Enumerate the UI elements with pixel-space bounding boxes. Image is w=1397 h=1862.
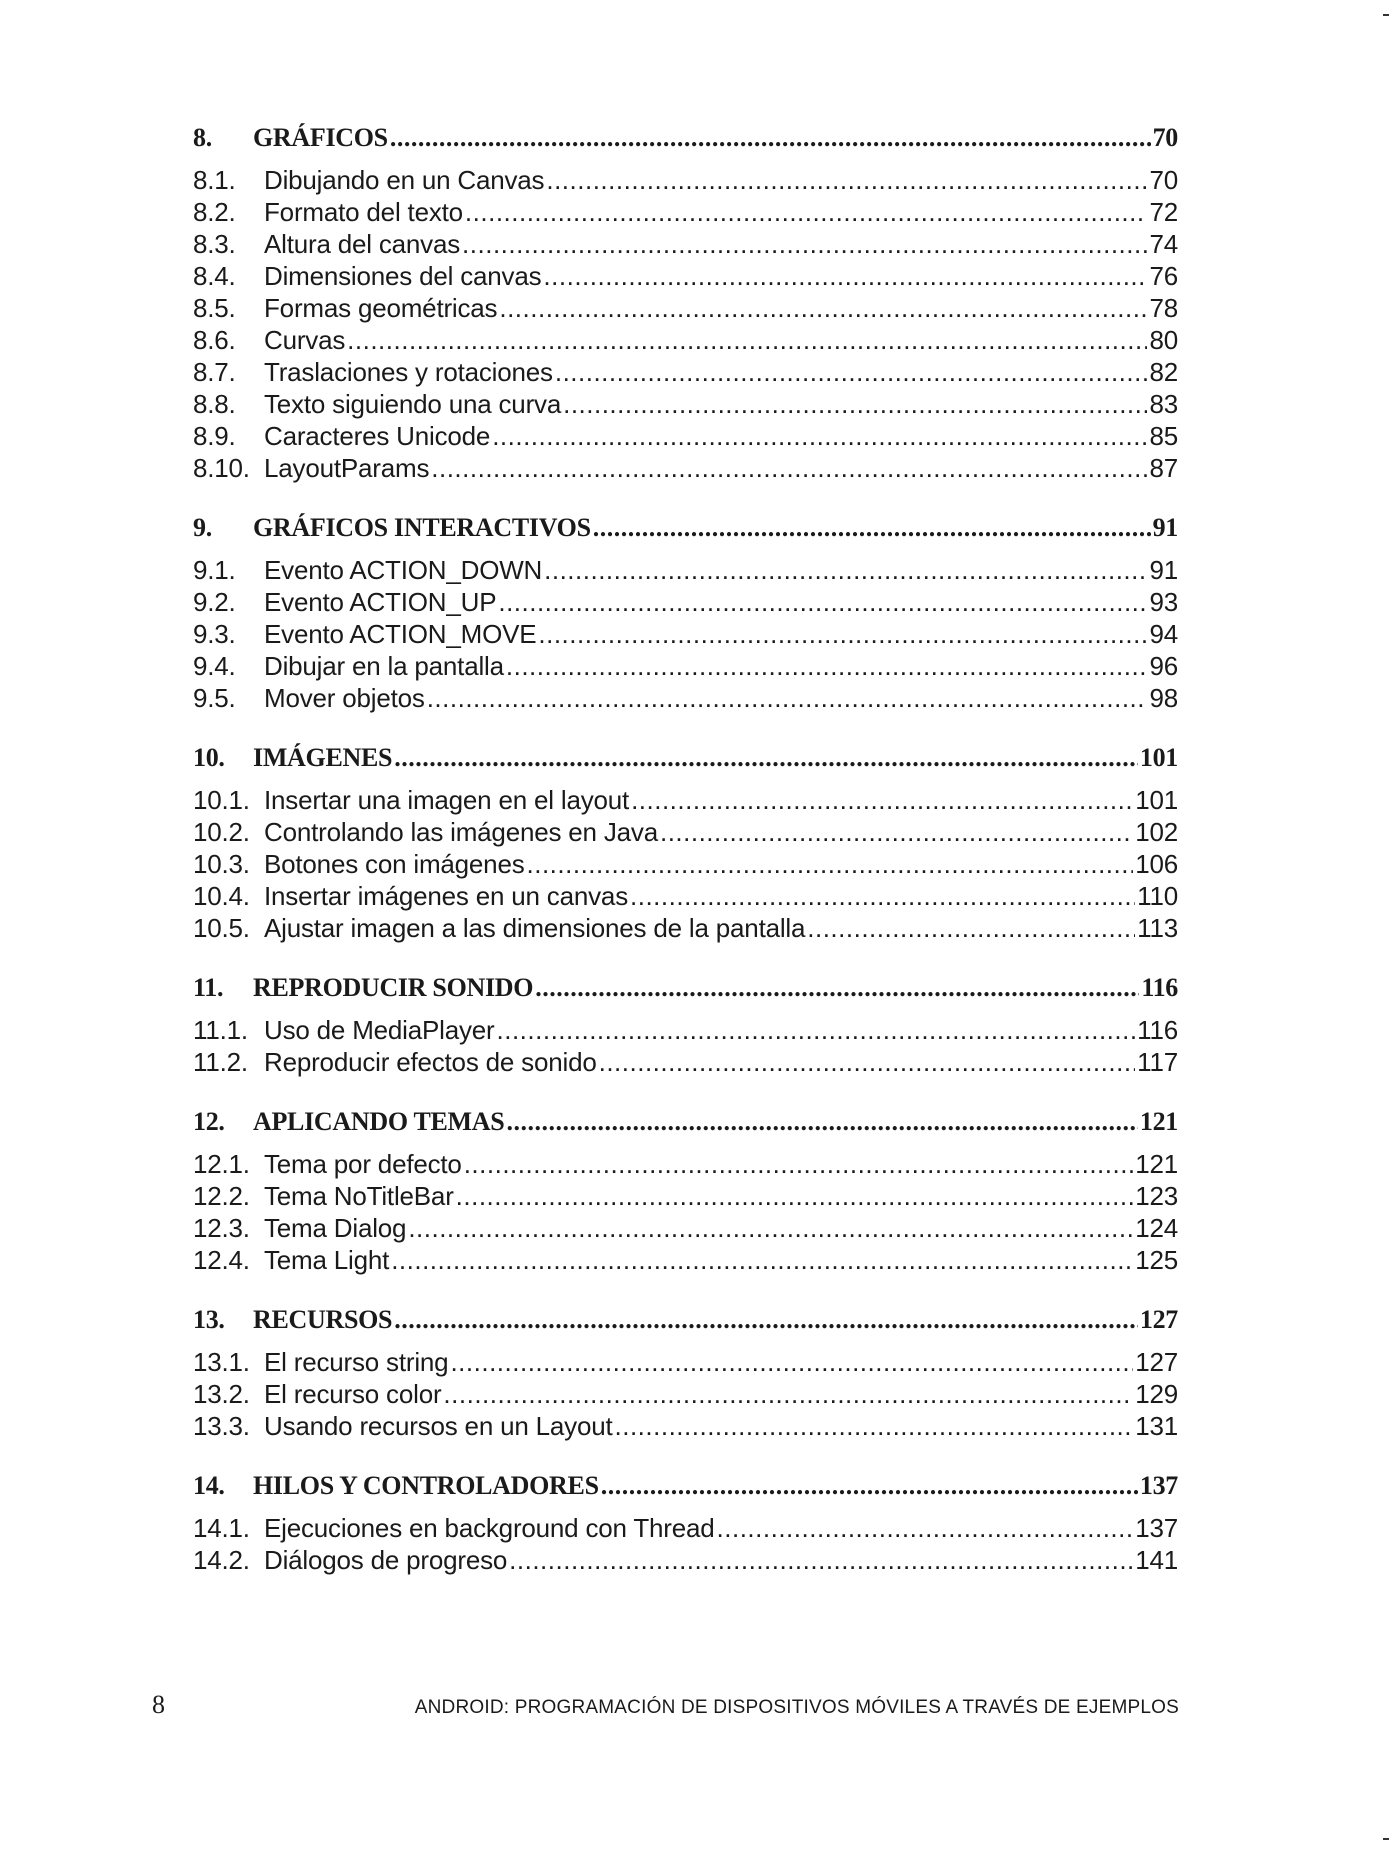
chapter-title: REPRODUCIR SONIDO (253, 973, 534, 1002)
toc-entry[interactable] (193, 1148, 1178, 1180)
entry-page-number: 101 (1135, 785, 1178, 815)
toc-entry[interactable] (193, 356, 1178, 388)
toc-chapter (193, 118, 1178, 484)
entry-number: 12.2. (193, 1181, 250, 1211)
entry-title: Reproducir efectos de sonido (264, 1047, 597, 1077)
entry-page-number: 87 (1149, 453, 1178, 483)
entry-title: LayoutParams (264, 453, 430, 483)
dot-leader (450, 1346, 1133, 1378)
entry-number: 9.2. (193, 587, 236, 617)
entry-title: Tema Light (264, 1245, 390, 1275)
toc-entry[interactable] (193, 1212, 1178, 1244)
chapter-heading[interactable] (193, 1102, 1178, 1142)
entry-number: 12.4. (193, 1245, 250, 1275)
entry-page-number: 78 (1149, 293, 1178, 323)
toc-entry[interactable] (193, 1346, 1178, 1378)
entry-number: 8.1. (193, 165, 236, 195)
entry-number: 11.2. (193, 1047, 248, 1077)
table-of-contents (193, 118, 1178, 1600)
dot-leader (660, 816, 1133, 848)
chapter-heading[interactable] (193, 118, 1178, 158)
toc-entry[interactable] (193, 784, 1178, 816)
toc-entry[interactable] (193, 228, 1178, 260)
toc-entry[interactable] (193, 388, 1178, 420)
chapter-heading[interactable] (193, 968, 1178, 1008)
entry-page-number: 129 (1135, 1379, 1178, 1409)
toc-entry[interactable] (193, 650, 1178, 682)
toc-entry[interactable] (193, 420, 1178, 452)
chapter-number: 9. (193, 513, 212, 542)
entry-number: 8.2. (193, 197, 236, 227)
dot-leader (499, 292, 1147, 324)
toc-chapter (193, 1300, 1178, 1442)
dot-leader (544, 554, 1147, 586)
toc-entry[interactable] (193, 682, 1178, 714)
entry-page-number: 102 (1135, 817, 1178, 847)
entry-number: 13.3. (193, 1411, 250, 1441)
toc-entry[interactable] (193, 618, 1178, 650)
entry-title: Ajustar imagen a las dimensiones de la pantalla (264, 913, 806, 943)
dot-leader (807, 912, 1135, 944)
toc-entry[interactable] (193, 196, 1178, 228)
chapter-number: 11. (193, 973, 224, 1002)
entry-number: 10.2. (193, 817, 250, 847)
toc-entry[interactable] (193, 1244, 1178, 1276)
dot-leader (427, 682, 1148, 714)
dot-leader (394, 1300, 1138, 1340)
dot-leader (498, 586, 1147, 618)
dot-leader (462, 228, 1147, 260)
dot-leader (535, 968, 1139, 1008)
dot-leader (347, 324, 1147, 356)
toc-chapter (193, 1466, 1178, 1576)
dot-leader (506, 1102, 1137, 1142)
chapter-page-number: 121 (1139, 1107, 1178, 1136)
dot-leader (538, 618, 1147, 650)
dot-leader (464, 1148, 1134, 1180)
entry-page-number: 85 (1149, 421, 1178, 451)
chapter-page-number: 116 (1141, 973, 1178, 1002)
chapter-page-number: 91 (1152, 513, 1178, 542)
entry-number: 9.1. (193, 555, 236, 585)
entry-number: 8.3. (193, 229, 236, 259)
entry-title: Insertar una imagen en el layout (264, 785, 630, 815)
entry-number: 11.1. (193, 1015, 248, 1045)
toc-entry[interactable] (193, 1410, 1178, 1442)
entry-page-number: 80 (1149, 325, 1178, 355)
entry-number: 8.5. (193, 293, 236, 323)
chapter-page-number: 101 (1139, 743, 1178, 772)
chapter-title: APLICANDO TEMAS (253, 1107, 505, 1136)
dot-leader (465, 196, 1148, 228)
toc-entry[interactable] (193, 452, 1178, 484)
dot-leader (563, 388, 1147, 420)
toc-entry[interactable] (193, 912, 1178, 944)
entry-title: Mover objetos (264, 683, 425, 713)
entry-page-number: 123 (1135, 1181, 1178, 1211)
toc-entry[interactable] (193, 1014, 1178, 1046)
crop-mark-top (1383, 14, 1389, 16)
dot-leader (509, 1544, 1133, 1576)
chapter-page-number: 137 (1139, 1471, 1178, 1500)
toc-entry[interactable] (193, 1378, 1178, 1410)
toc-chapter (193, 738, 1178, 944)
toc-entry[interactable] (193, 1544, 1178, 1576)
entry-title: Tema NoTitleBar (264, 1181, 454, 1211)
dot-leader (456, 1180, 1134, 1212)
entry-page-number: 94 (1149, 619, 1178, 649)
entry-number: 10.4. (193, 881, 250, 911)
toc-entry[interactable] (193, 880, 1178, 912)
entry-title: Dibujar en la pantalla (264, 651, 504, 681)
entry-title: Ejecuciones en background con Thread (264, 1513, 715, 1543)
chapter-number: 13. (193, 1305, 225, 1334)
entry-title: El recurso string (264, 1347, 449, 1377)
entry-title: Evento ACTION_UP (264, 587, 497, 617)
entry-number: 9.5. (193, 683, 236, 713)
crop-mark-bottom (1383, 1838, 1389, 1840)
entry-number: 8.8. (193, 389, 236, 419)
entry-title: Insertar imágenes en un canvas (264, 881, 628, 911)
entry-title: Controlando las imágenes en Java (264, 817, 658, 847)
entry-page-number: 96 (1149, 651, 1178, 681)
entry-title: Diálogos de progreso (264, 1545, 508, 1575)
entry-title: El recurso color (264, 1379, 442, 1409)
entry-number: 10.3. (193, 849, 250, 879)
entry-title: Botones con imágenes (264, 849, 525, 879)
entry-page-number: 127 (1135, 1347, 1178, 1377)
dot-leader (408, 1212, 1133, 1244)
toc-entry[interactable] (193, 260, 1178, 292)
entry-page-number: 74 (1149, 229, 1178, 259)
chapter-title: HILOS Y CONTROLADORES (253, 1471, 599, 1500)
entry-title: Dibujando en un Canvas (264, 165, 545, 195)
entry-page-number: 117 (1137, 1047, 1178, 1077)
chapter-title: GRÁFICOS (253, 123, 388, 152)
entry-page-number: 121 (1135, 1149, 1178, 1179)
entry-page-number: 91 (1149, 555, 1178, 585)
toc-entry[interactable] (193, 848, 1178, 880)
entry-number: 8.4. (193, 261, 236, 291)
entry-number: 12.3. (193, 1213, 250, 1243)
entry-page-number: 72 (1149, 197, 1178, 227)
dot-leader (599, 1046, 1136, 1078)
dot-leader (543, 260, 1147, 292)
entry-title: Tema Dialog (264, 1213, 407, 1243)
entry-title: Usando recursos en un Layout (264, 1411, 613, 1441)
dot-leader (390, 118, 1151, 158)
entry-number: 8.9. (193, 421, 236, 451)
toc-entry[interactable] (193, 1046, 1178, 1078)
entry-number: 8.7. (193, 357, 236, 387)
toc-entry[interactable] (193, 292, 1178, 324)
entry-page-number: 131 (1135, 1411, 1178, 1441)
dot-leader (391, 1244, 1133, 1276)
chapter-heading[interactable] (193, 1466, 1178, 1506)
entry-title: Formas geométricas (264, 293, 498, 323)
dot-leader (631, 784, 1133, 816)
dot-leader (431, 452, 1147, 484)
chapter-heading[interactable] (193, 508, 1178, 548)
entry-page-number: 93 (1149, 587, 1178, 617)
entry-title: Evento ACTION_DOWN (264, 555, 543, 585)
dot-leader (630, 880, 1135, 912)
dot-leader (497, 1014, 1136, 1046)
dot-leader (601, 1466, 1138, 1506)
running-title: ANDROID: PROGRAMACIÓN DE DISPOSITIVOS MÓVILES A TRAVÉS DE EJEMPLOS (414, 1697, 1179, 1718)
toc-chapter (193, 508, 1178, 714)
entry-page-number: 98 (1149, 683, 1178, 713)
entry-title: Caracteres Unicode (264, 421, 491, 451)
entry-number: 14.1. (193, 1513, 250, 1543)
chapter-title: GRÁFICOS INTERACTIVOS (253, 513, 591, 542)
entry-number: 10.1. (193, 785, 250, 815)
entry-page-number: 106 (1135, 849, 1178, 879)
entry-page-number: 113 (1137, 913, 1178, 943)
entry-number: 13.2. (193, 1379, 250, 1409)
chapter-page-number: 127 (1139, 1305, 1178, 1334)
toc-entry[interactable] (193, 1180, 1178, 1212)
entry-number: 14.2. (193, 1545, 250, 1575)
entry-page-number: 110 (1137, 881, 1178, 911)
chapter-number: 12. (193, 1107, 225, 1136)
entry-page-number: 83 (1149, 389, 1178, 419)
dot-leader (593, 508, 1151, 548)
dot-leader (394, 738, 1138, 778)
entry-title: Tema por defecto (264, 1149, 462, 1179)
toc-entry[interactable] (193, 164, 1178, 196)
chapter-page-number: 70 (1152, 123, 1178, 152)
dot-leader (615, 1410, 1134, 1442)
entry-number: 9.4. (193, 651, 236, 681)
entry-number: 10.5. (193, 913, 250, 943)
entry-page-number: 70 (1149, 165, 1178, 195)
entry-title: Texto siguiendo una curva (264, 389, 562, 419)
toc-chapter (193, 968, 1178, 1078)
entry-title: Uso de MediaPlayer (264, 1015, 495, 1045)
toc-entry[interactable] (193, 816, 1178, 848)
entry-number: 13.1. (193, 1347, 250, 1377)
dot-leader (506, 650, 1148, 682)
page-footer (152, 1690, 1179, 1720)
entry-title: Traslaciones y rotaciones (264, 357, 553, 387)
entry-page-number: 76 (1149, 261, 1178, 291)
toc-entry[interactable] (193, 324, 1178, 356)
entry-number: 8.10. (193, 453, 250, 483)
entry-number: 12.1. (193, 1149, 250, 1179)
toc-chapter (193, 1102, 1178, 1276)
dot-leader (443, 1378, 1133, 1410)
chapter-heading[interactable] (193, 738, 1178, 778)
dot-leader (555, 356, 1148, 388)
chapter-title: RECURSOS (253, 1305, 393, 1334)
entry-title: Dimensiones del canvas (264, 261, 542, 291)
chapter-title: IMÁGENES (253, 743, 393, 772)
chapter-number: 8. (193, 123, 212, 152)
dot-leader (717, 1512, 1134, 1544)
chapter-heading[interactable] (193, 1300, 1178, 1340)
toc-entry[interactable] (193, 586, 1178, 618)
entry-number: 9.3. (193, 619, 236, 649)
page-number: 8 (152, 1690, 165, 1719)
entry-page-number: 124 (1135, 1213, 1178, 1243)
entry-number: 8.6. (193, 325, 236, 355)
toc-entry[interactable] (193, 554, 1178, 586)
entry-page-number: 82 (1149, 357, 1178, 387)
chapter-number: 14. (193, 1471, 225, 1500)
dot-leader (492, 420, 1147, 452)
dot-leader (546, 164, 1147, 196)
entry-page-number: 141 (1135, 1545, 1178, 1575)
dot-leader (527, 848, 1134, 880)
entry-page-number: 116 (1137, 1015, 1178, 1045)
entry-page-number: 125 (1135, 1245, 1178, 1275)
entry-title: Formato del texto (264, 197, 463, 227)
entry-page-number: 137 (1135, 1513, 1178, 1543)
entry-title: Altura del canvas (264, 229, 461, 259)
toc-entry[interactable] (193, 1512, 1178, 1544)
entry-title: Curvas (264, 325, 346, 355)
chapter-number: 10. (193, 743, 225, 772)
entry-title: Evento ACTION_MOVE (264, 619, 537, 649)
